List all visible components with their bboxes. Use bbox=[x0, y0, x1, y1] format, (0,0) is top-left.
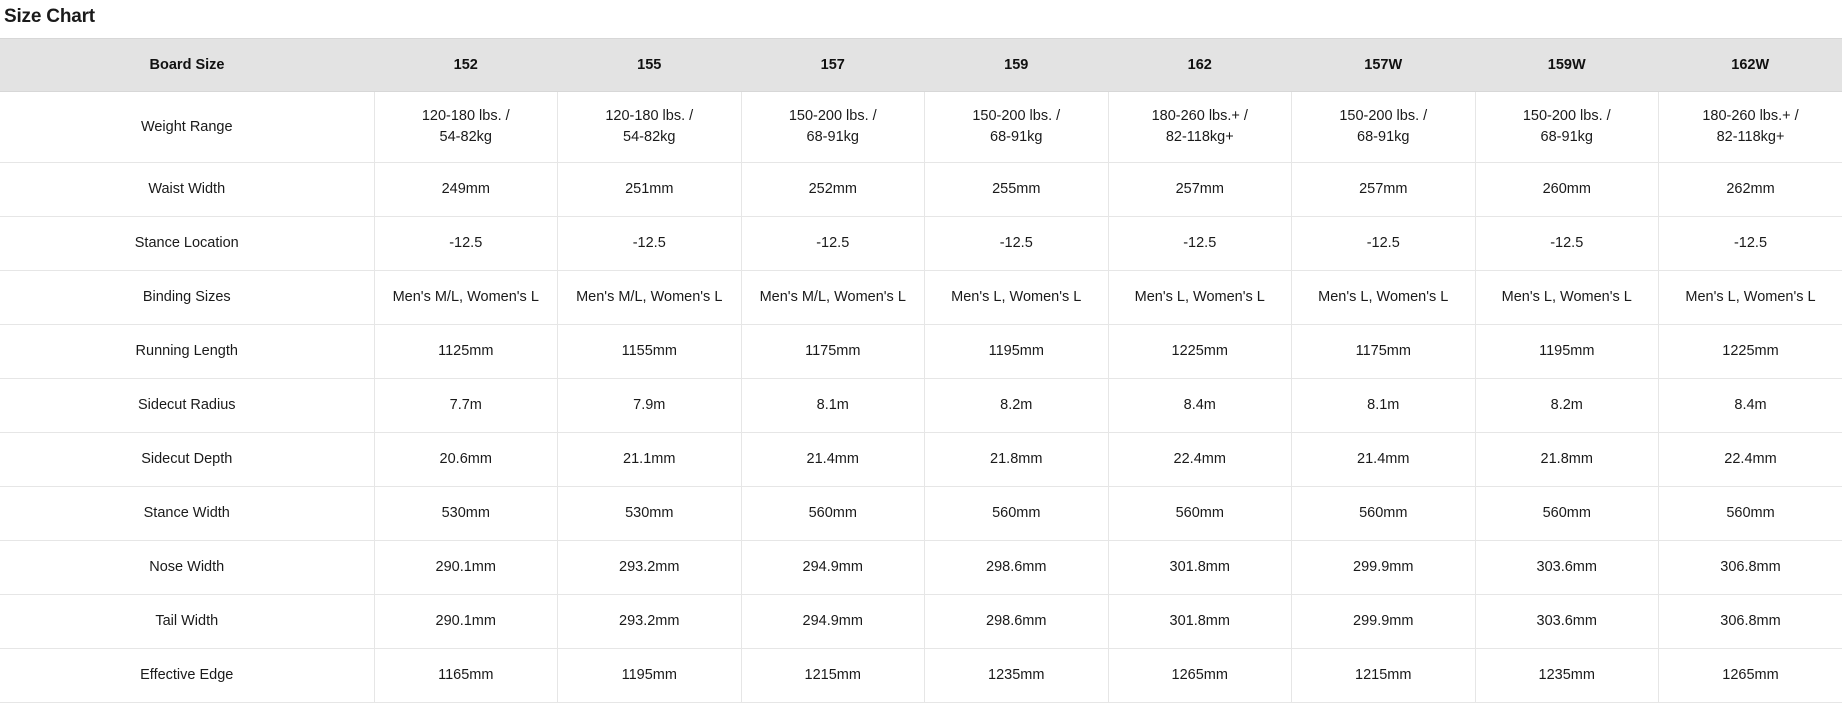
cell-line: 21.4mm bbox=[1357, 451, 1410, 468]
table-cell bbox=[1292, 163, 1476, 217]
table-cell bbox=[558, 649, 742, 703]
table-row bbox=[0, 433, 1842, 487]
table-cell bbox=[1659, 163, 1842, 217]
table-cell bbox=[558, 92, 742, 163]
cell-line: 299.9mm bbox=[1353, 613, 1414, 630]
table-cell bbox=[741, 163, 925, 217]
table-row bbox=[0, 325, 1842, 379]
cell-line: 560mm bbox=[992, 505, 1041, 522]
cell-line: -12.5 bbox=[1183, 235, 1217, 252]
table-cell bbox=[374, 649, 558, 703]
cell-line: 120-180 lbs. / bbox=[605, 108, 694, 124]
column-header-size: 155 bbox=[558, 39, 742, 92]
row-label: Weight Range bbox=[0, 92, 374, 163]
row-label: Nose Width bbox=[0, 541, 374, 595]
table-cell bbox=[1108, 541, 1292, 595]
cell-line: 1195mm bbox=[621, 667, 677, 684]
cell-line: 1195mm bbox=[988, 343, 1044, 360]
column-header-size: 159 bbox=[925, 39, 1109, 92]
row-label: Running Length bbox=[0, 325, 374, 379]
table-cell bbox=[1659, 271, 1842, 325]
table-cell bbox=[1475, 217, 1659, 271]
table-cell bbox=[1659, 325, 1842, 379]
cell-line: 249mm bbox=[441, 181, 490, 198]
cell-line: 21.8mm bbox=[1540, 451, 1593, 468]
table-cell bbox=[1108, 379, 1292, 433]
row-label: Binding Sizes bbox=[0, 271, 374, 325]
table-cell bbox=[741, 271, 925, 325]
table-row bbox=[0, 487, 1842, 541]
table-cell bbox=[1475, 271, 1659, 325]
table-body bbox=[0, 92, 1842, 703]
cell-line: Men's L, Women's L bbox=[951, 289, 1082, 306]
cell-line: Men's M/L, Women's L bbox=[392, 289, 539, 306]
cell-line: 1225mm bbox=[1171, 343, 1228, 360]
cell-line: Men's L, Women's L bbox=[1685, 289, 1816, 306]
cell-line: 255mm bbox=[992, 181, 1041, 198]
size-chart-table bbox=[0, 38, 1842, 703]
cell-line: 1215mm bbox=[804, 667, 861, 684]
cell-line: 1225mm bbox=[1722, 343, 1779, 360]
cell-line: 303.6mm bbox=[1536, 613, 1597, 630]
cell-line: -12.5 bbox=[1550, 235, 1584, 252]
cell-line: 68-91kg bbox=[806, 129, 859, 146]
table-cell bbox=[741, 217, 925, 271]
table-cell bbox=[1475, 433, 1659, 487]
cell-line: 1155mm bbox=[621, 343, 677, 360]
table-cell bbox=[741, 487, 925, 541]
table-cell bbox=[1292, 92, 1476, 163]
table-cell bbox=[1108, 433, 1292, 487]
cell-line: 8.1m bbox=[816, 397, 849, 414]
table-row bbox=[0, 379, 1842, 433]
column-header-size: 162W bbox=[1659, 39, 1842, 92]
cell-line: 1235mm bbox=[1538, 667, 1595, 684]
cell-line: 54-82kg bbox=[439, 129, 492, 146]
table-cell bbox=[374, 487, 558, 541]
cell-line: 1265mm bbox=[1722, 667, 1779, 684]
table-row bbox=[0, 163, 1842, 217]
cell-line: 301.8mm bbox=[1169, 559, 1230, 576]
cell-line: 560mm bbox=[1542, 505, 1591, 522]
cell-line: 293.2mm bbox=[619, 559, 680, 576]
table-cell bbox=[374, 271, 558, 325]
cell-line: 150-200 lbs. / bbox=[1522, 108, 1611, 124]
page-title: Size Chart bbox=[4, 6, 95, 27]
table-cell bbox=[1659, 217, 1842, 271]
cell-line: 251mm bbox=[625, 181, 674, 198]
cell-line: 8.4m bbox=[1734, 397, 1767, 414]
table-cell bbox=[741, 595, 925, 649]
table-row bbox=[0, 541, 1842, 595]
cell-line: 306.8mm bbox=[1720, 613, 1781, 630]
table-cell bbox=[1108, 325, 1292, 379]
table-cell bbox=[1292, 379, 1476, 433]
table-cell bbox=[1659, 649, 1842, 703]
table-cell bbox=[558, 271, 742, 325]
table-cell bbox=[1108, 163, 1292, 217]
table-cell bbox=[374, 163, 558, 217]
cell-line: 294.9mm bbox=[802, 613, 863, 630]
table-cell bbox=[1292, 487, 1476, 541]
cell-line: 530mm bbox=[625, 505, 674, 522]
table-cell bbox=[374, 541, 558, 595]
cell-line: 299.9mm bbox=[1353, 559, 1414, 576]
table-cell bbox=[925, 92, 1109, 163]
cell-line: 54-82kg bbox=[623, 129, 676, 146]
table-cell bbox=[925, 541, 1109, 595]
cell-line: 560mm bbox=[1359, 505, 1408, 522]
table-cell bbox=[558, 379, 742, 433]
table-cell bbox=[741, 649, 925, 703]
cell-line: -12.5 bbox=[816, 235, 850, 252]
table-cell bbox=[1292, 541, 1476, 595]
cell-line: 306.8mm bbox=[1720, 559, 1781, 576]
table-cell bbox=[1292, 595, 1476, 649]
cell-line: 68-91kg bbox=[990, 129, 1043, 146]
cell-line: 1235mm bbox=[988, 667, 1045, 684]
cell-line: 21.1mm bbox=[623, 451, 676, 468]
cell-line: 20.6mm bbox=[439, 451, 492, 468]
cell-line: 22.4mm bbox=[1724, 451, 1777, 468]
table-cell bbox=[1108, 271, 1292, 325]
cell-line: 180-260 lbs.+ / bbox=[1151, 108, 1248, 124]
cell-line: 21.4mm bbox=[806, 451, 859, 468]
cell-line: Men's L, Women's L bbox=[1134, 289, 1265, 306]
table-cell bbox=[1659, 92, 1842, 163]
cell-line: 82-118kg+ bbox=[1716, 129, 1785, 146]
cell-line: 257mm bbox=[1175, 181, 1224, 198]
table-cell bbox=[1475, 541, 1659, 595]
column-header-board-size: Board Size bbox=[0, 39, 374, 92]
cell-line: 68-91kg bbox=[1540, 129, 1593, 146]
cell-line: 8.2m bbox=[1550, 397, 1583, 414]
table-cell bbox=[374, 217, 558, 271]
table-cell bbox=[925, 325, 1109, 379]
cell-line: 180-260 lbs.+ / bbox=[1702, 108, 1799, 124]
cell-line: 560mm bbox=[808, 505, 857, 522]
cell-line: 293.2mm bbox=[619, 613, 680, 630]
row-label: Waist Width bbox=[0, 163, 374, 217]
cell-line: Men's L, Women's L bbox=[1318, 289, 1449, 306]
table-cell bbox=[558, 163, 742, 217]
column-header-size: 152 bbox=[374, 39, 558, 92]
table-cell bbox=[558, 595, 742, 649]
table-cell bbox=[1108, 649, 1292, 703]
table-cell bbox=[558, 217, 742, 271]
cell-line: 7.7m bbox=[449, 397, 482, 414]
cell-line: 21.8mm bbox=[990, 451, 1043, 468]
cell-line: 1165mm bbox=[438, 667, 494, 684]
table-cell bbox=[1475, 595, 1659, 649]
cell-line: -12.5 bbox=[632, 235, 666, 252]
cell-line: 560mm bbox=[1726, 505, 1775, 522]
cell-line: 303.6mm bbox=[1536, 559, 1597, 576]
cell-line: Men's L, Women's L bbox=[1501, 289, 1632, 306]
table-cell bbox=[925, 217, 1109, 271]
cell-line: 298.6mm bbox=[986, 559, 1047, 576]
table-cell bbox=[558, 325, 742, 379]
cell-line: -12.5 bbox=[999, 235, 1033, 252]
cell-line: 1195mm bbox=[1539, 343, 1595, 360]
table-cell bbox=[741, 433, 925, 487]
cell-line: 7.9m bbox=[633, 397, 666, 414]
column-header-size: 159W bbox=[1475, 39, 1659, 92]
cell-line: 150-200 lbs. / bbox=[788, 108, 877, 124]
cell-line: 252mm bbox=[808, 181, 857, 198]
table-cell bbox=[1659, 433, 1842, 487]
table-cell bbox=[741, 379, 925, 433]
table-cell bbox=[925, 595, 1109, 649]
column-header-size: 157W bbox=[1292, 39, 1476, 92]
table-cell bbox=[741, 541, 925, 595]
table-cell bbox=[1475, 325, 1659, 379]
cell-line: 68-91kg bbox=[1357, 129, 1410, 146]
table-cell bbox=[1292, 271, 1476, 325]
table-cell bbox=[925, 649, 1109, 703]
cell-line: 22.4mm bbox=[1173, 451, 1226, 468]
cell-line: 8.2m bbox=[1000, 397, 1033, 414]
cell-line: 260mm bbox=[1542, 181, 1591, 198]
table-cell bbox=[374, 595, 558, 649]
table-cell bbox=[1108, 487, 1292, 541]
column-header-size: 157 bbox=[741, 39, 925, 92]
table-row bbox=[0, 595, 1842, 649]
table-cell bbox=[1659, 487, 1842, 541]
table-cell bbox=[925, 379, 1109, 433]
cell-line: Men's M/L, Women's L bbox=[576, 289, 723, 306]
table-cell bbox=[925, 271, 1109, 325]
cell-line: 150-200 lbs. / bbox=[972, 108, 1061, 124]
table-cell bbox=[1108, 595, 1292, 649]
table-cell bbox=[558, 541, 742, 595]
table-cell bbox=[925, 487, 1109, 541]
table-cell bbox=[1292, 649, 1476, 703]
cell-line: 294.9mm bbox=[802, 559, 863, 576]
table-cell bbox=[1292, 325, 1476, 379]
cell-line: 1175mm bbox=[1355, 343, 1411, 360]
table-row bbox=[0, 217, 1842, 271]
table-cell bbox=[1659, 595, 1842, 649]
cell-line: 8.1m bbox=[1367, 397, 1400, 414]
cell-line: 1125mm bbox=[438, 343, 494, 360]
cell-line: -12.5 bbox=[1366, 235, 1400, 252]
cell-line: 257mm bbox=[1359, 181, 1408, 198]
cell-line: 82-118kg+ bbox=[1165, 129, 1234, 146]
table-cell bbox=[1659, 541, 1842, 595]
table-cell bbox=[1475, 379, 1659, 433]
cell-line: 298.6mm bbox=[986, 613, 1047, 630]
row-label: Stance Width bbox=[0, 487, 374, 541]
cell-line: 530mm bbox=[441, 505, 490, 522]
table-cell bbox=[1292, 217, 1476, 271]
cell-line: -12.5 bbox=[449, 235, 483, 252]
table-header bbox=[0, 39, 1842, 92]
row-label: Sidecut Radius bbox=[0, 379, 374, 433]
table-cell bbox=[558, 487, 742, 541]
table-row bbox=[0, 649, 1842, 703]
cell-line: 301.8mm bbox=[1169, 613, 1230, 630]
cell-line: 120-180 lbs. / bbox=[421, 108, 510, 124]
table-row bbox=[0, 271, 1842, 325]
table-cell bbox=[925, 163, 1109, 217]
row-label: Sidecut Depth bbox=[0, 433, 374, 487]
table-cell bbox=[1475, 92, 1659, 163]
table-cell bbox=[558, 433, 742, 487]
cell-line: 8.4m bbox=[1183, 397, 1216, 414]
cell-line: -12.5 bbox=[1733, 235, 1768, 252]
table-cell bbox=[374, 379, 558, 433]
column-header-size: 162 bbox=[1108, 39, 1292, 92]
cell-line: 560mm bbox=[1175, 505, 1224, 522]
table-row bbox=[0, 92, 1842, 163]
table-cell bbox=[1292, 433, 1476, 487]
table-cell bbox=[374, 433, 558, 487]
table-cell bbox=[1659, 379, 1842, 433]
table-cell bbox=[1475, 487, 1659, 541]
cell-line: 1265mm bbox=[1171, 667, 1228, 684]
row-label: Effective Edge bbox=[0, 649, 374, 703]
cell-line: 290.1mm bbox=[435, 613, 496, 630]
table-cell bbox=[374, 325, 558, 379]
cell-line: 150-200 lbs. / bbox=[1339, 108, 1428, 124]
cell-line: 1215mm bbox=[1355, 667, 1412, 684]
cell-line: 1175mm bbox=[805, 343, 861, 360]
row-label: Tail Width bbox=[0, 595, 374, 649]
table-cell bbox=[1108, 92, 1292, 163]
cell-line: 290.1mm bbox=[435, 559, 496, 576]
table-cell bbox=[925, 433, 1109, 487]
table-cell bbox=[1475, 649, 1659, 703]
table-cell bbox=[374, 92, 558, 163]
table-cell bbox=[1475, 163, 1659, 217]
row-label: Stance Location bbox=[0, 217, 374, 271]
table-cell bbox=[741, 325, 925, 379]
cell-line: 262mm bbox=[1726, 181, 1775, 198]
table-header-row bbox=[0, 39, 1842, 92]
table-cell bbox=[1108, 217, 1292, 271]
cell-line: Men's M/L, Women's L bbox=[759, 289, 906, 306]
table-cell bbox=[741, 92, 925, 163]
